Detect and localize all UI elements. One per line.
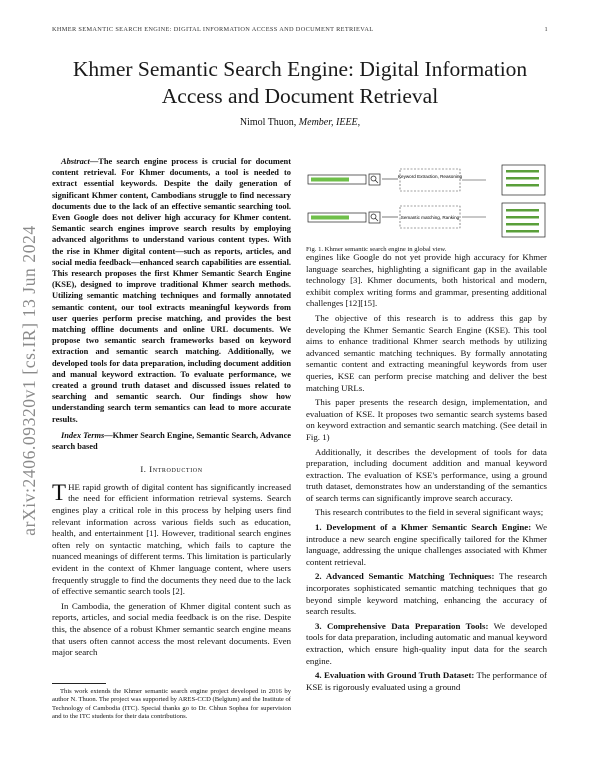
arxiv-identifier: arXiv:2406.09320v1 [cs.IR] 13 Jun 2024 <box>18 224 39 536</box>
right-paragraph-1: engines like Google do not yet provide high accuracy for Khmer language searches, highlighting a significant gap in the available technology [3]. Khmer documents, both historical and modern, exhibit complex writing forms and grammar, presenting additional challenges [12][15]. <box>306 252 547 309</box>
abstract <box>52 156 291 425</box>
figure-caption: Fig. 1. Khmer semantic search engine in global view. <box>306 246 447 253</box>
contribution-4-head: 4. Evaluation with Ground Truth Dataset: <box>315 670 475 681</box>
section-heading-introduction: I. Introduction <box>140 464 203 475</box>
contribution-4 <box>306 670 547 693</box>
left-column <box>52 156 291 662</box>
figure-search-icon-bottom <box>369 212 380 223</box>
index-terms-text: —Khmer Search Engine, Semantic Search, Advance search based <box>52 430 292 452</box>
figure-process-label-top: Keyword Extraction, Reasoning <box>397 174 463 179</box>
figure-process-box-top <box>398 169 463 191</box>
page-number: 1 <box>544 26 548 33</box>
author-role: Member, IEEE, <box>298 117 361 128</box>
author-line <box>40 117 560 128</box>
figure-1 <box>306 163 547 241</box>
contribution-3 <box>306 621 547 667</box>
title-line-1: Khmer Semantic Search Engine: Digital Information <box>72 57 528 81</box>
right-paragraph-3: This paper presents the research design, implementation, and evaluation of KSE. It proposes two semantic search systems based on keyword extraction and semantic search matching. (See detail in Fig. 1) <box>306 397 547 442</box>
abstract-lead: Abstract <box>61 157 90 166</box>
figure-results-bottom <box>502 203 545 237</box>
right-paragraph-4: Additionally, it describes the development of tools for data preparation, including document addition and manual keyword extraction. The evaluation of KSE's performance, using a ground truth dataset, demonstrates how an understanding of the semantics of search terms can significantly improve search accuracy. <box>306 446 547 503</box>
intro-paragraph-1 <box>52 479 291 598</box>
contribution-1-text: We introduce a new search engine specifically tailored for the Khmer language, addressing the unique challenges associated with Khmer content retrieval. <box>306 522 547 567</box>
author-name: Nimol Thuon, <box>239 117 297 128</box>
figure-left-top-box <box>308 175 366 184</box>
contribution-3-head: 3. Comprehensive Data Preparation Tools: <box>315 620 489 631</box>
right-paragraph-2: The objective of this research is to address this gap by developing the Khmer Semantic Search Engine (KSE). This tool aims to enhance traditional Khmer search methods by utilizing advanced semantic matching techniques. By formally annotating semantic content and extracting meaningful keywords from user queries, KSE can perform precise matching and deliver the best matching URLs. <box>306 312 547 393</box>
abstract-text: —The search engine process is crucial for document content retrieval. For Khmer documents, a tool is needed to extract essential keywords. Despite the daily generation of significant Khmer content, Cambodians struggle to find necessary documents due to the lack of an effective semantic searching tool. Even Google does not deliver high accuracy for Khmer content. Semantic search engines improve search results by employing advanced algorithms to understand various content types. With the rise in Khmer digital content—such as reports, articles, and social media feedback—enhanced search capabilities are essential. This research proposes the first Khmer Semantic Search Engine (KSE), designed to improve traditional Khmer search methods. Utilizing semantic matching techniques and formally annotated semantic content, our tool extracts meaningful keywords from user queries perform precise matching, and provides the best matching offline documents and online URL documents. We propose two semantic search frameworks based on keyword extraction and semantic search matching. Additionally, we developed tools for data preparation, including document addition and manual keyword extraction. To evaluate performance, we created a ground truth dataset and discussed issues related to searching and semantic search. Our findings show how understanding search term semantics can lead to more accurate results. <box>52 157 291 424</box>
footnote: This work extends the Khmer semantic search engine project developed in 2016 by author N. Thuon. The project was supported by ARES-CCD (Belgium) and the Institute of Technology of Cambodia (ITC). Special thanks go to Dr. Chhun Sophea for supervision and to the ITC students for their data contributions. <box>52 688 291 720</box>
right-paragraph-5: This research contributes to the field in several significant ways; <box>315 507 544 518</box>
intro-paragraph-1-text: HE rapid growth of digital content has significantly increased the need for efficient information retrieval systems. Search engines play a critical role in this process by helping users find relevant information across various fields such as education, health, and entertainment [1]. However, traditional search engines often rely on syntactic matching, which fails to capture the nuanced meanings of different terms. This limitation is particularly evident in the context of Khmer language content, where users frequently struggle to find the documents they need due to the lack of effective semantic search tools [2]. <box>52 481 291 597</box>
drop-cap: T <box>52 479 67 505</box>
figure-left-bottom-box <box>308 213 366 222</box>
contribution-1-head: 1. Development of a Khmer Semantic Search Engine: <box>315 522 532 533</box>
paper-title <box>40 56 560 110</box>
figure-results-top <box>502 165 545 195</box>
index-terms-lead: Index Terms <box>61 430 105 440</box>
figure-search-icon-top <box>369 174 380 185</box>
contribution-3-text: We developed tools for data preparation, including automatic and manual keyword extraction, which ensure high-quality input data for the search engine. <box>306 620 547 666</box>
figure-process-box-bottom <box>400 206 460 228</box>
figure-process-label-bottom: Semantic matching, Ranking <box>400 215 460 220</box>
contribution-2-head: 2. Advanced Semantic Matching Techniques: <box>315 571 495 582</box>
index-terms <box>52 430 291 452</box>
contribution-2-text: The research incorporates sophisticated semantic matching techniques that go beyond simple keyword matching, enhancing the accuracy of search results. <box>306 571 548 617</box>
contribution-2 <box>306 571 547 617</box>
contribution-4-text: The performance of KSE is rigorously evaluated using a ground <box>306 670 547 692</box>
arxiv-sidebar <box>14 185 44 575</box>
footnote-rule <box>52 683 106 684</box>
title-line-2: Access and Document Retrieval <box>161 84 439 108</box>
contribution-1 <box>306 522 547 568</box>
running-head-title: KHMER SEMANTIC SEARCH ENGINE: DIGITAL INFORMATION ACCESS AND DOCUMENT RETRIEVAL <box>52 26 374 33</box>
intro-paragraph-2: In Cambodia, the generation of Khmer digital content such as reports, articles, and social media feedback is on the rise. Despite this, the absence of a robust Khmer semantic search engine means that users often cannot access the most relevant documents. Even major search <box>52 600 291 658</box>
right-column <box>306 252 547 696</box>
running-head <box>52 26 548 33</box>
